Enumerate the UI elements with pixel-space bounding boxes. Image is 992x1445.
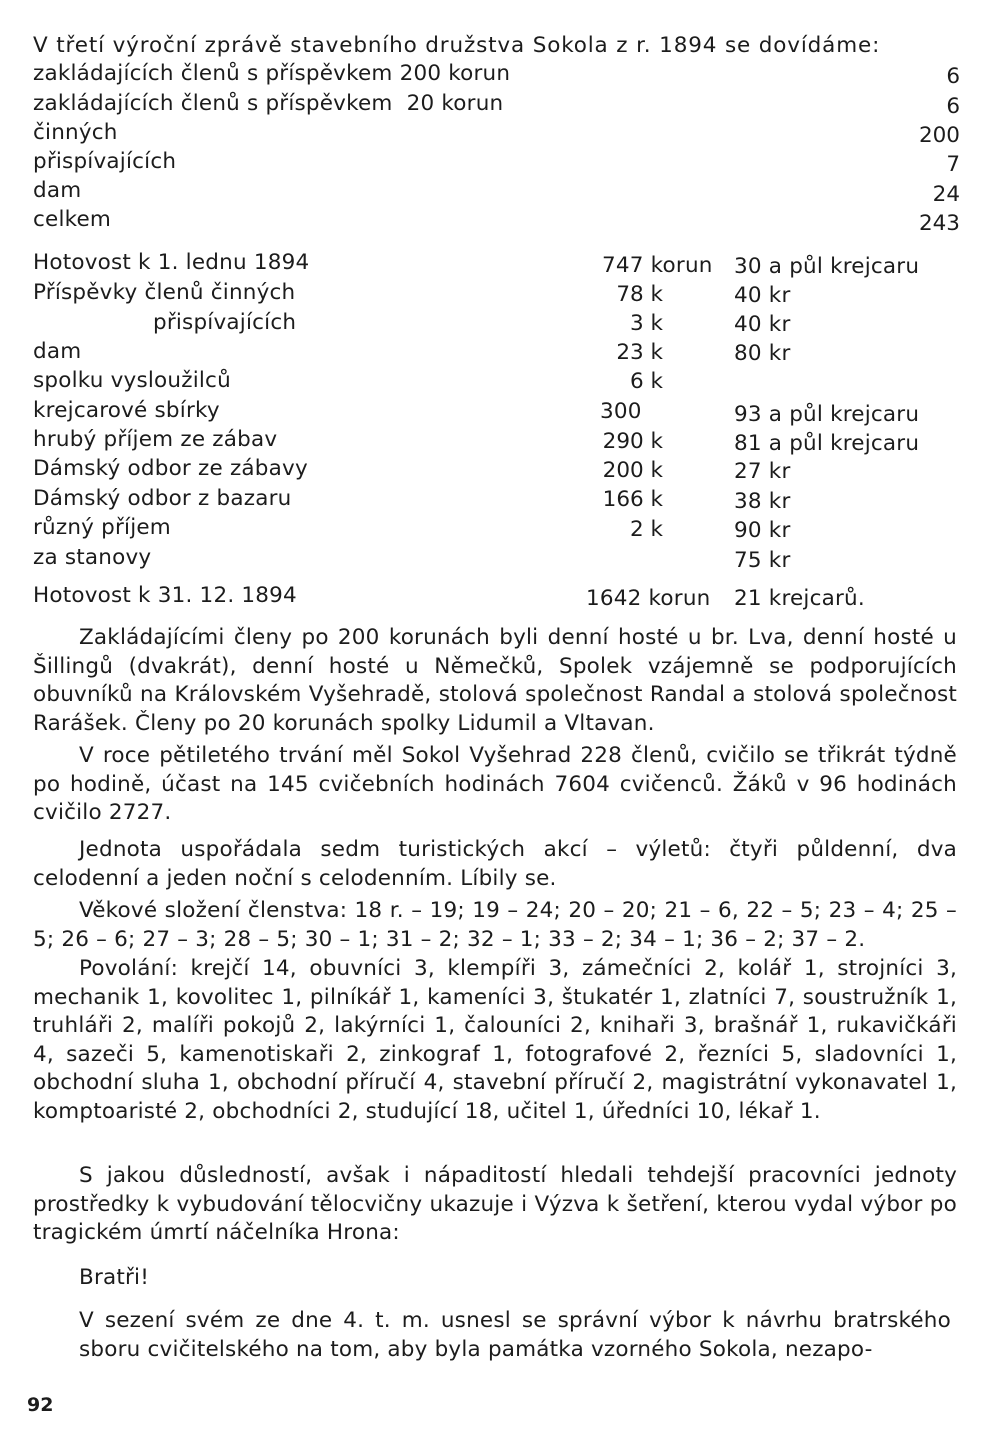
ledger-amount: 166 k <box>602 487 663 512</box>
members-row-label: dam <box>33 178 82 203</box>
members-row-label: zakládajících členů s příspěvkem 20 korun <box>33 91 504 116</box>
ledger-amount: 3 k <box>630 311 663 336</box>
ledger-label: Dámský odbor z bazaru <box>33 486 292 511</box>
ledger-kr: 21 krejcarů. <box>734 586 865 611</box>
body-paragraph: Věkové složení členstva: 18 r. – 19; 19 – 24; 20 – 20; 21 – 6, 22 – 5; 23 – 4; 25 – 5; 26 – 6; 27 – 3; 28 – 5; 30 – 1; 31 – 2; 32 – 1; 33 – 2; 34 – 1; 36 – 2; 37 – 2. <box>33 898 957 952</box>
ledger-label: Příspěvky členů činných <box>33 280 296 305</box>
page-number: 92 <box>27 1394 54 1416</box>
ledger-amount: 6 k <box>630 369 663 394</box>
body-paragraph: V roce pětiletého trvání měl Sokol Vyšehrad 228 členů, cvičilo se třikrát týdně po hodině, účast na 145 cvičebních hodinách 7604 cvičenců. Žáků v 96 hodinách cvičilo 2727. <box>33 743 957 826</box>
ledger-amount: 747 korun <box>602 253 713 278</box>
members-row-value: 24 <box>932 182 960 207</box>
ledger-label: Hotovost k 31. 12. 1894 <box>33 583 297 608</box>
ledger-kr: 80 kr <box>734 341 791 366</box>
ledger-amount: 78 k <box>616 282 663 307</box>
ledger-kr: 93 a půl krejcaru <box>734 402 920 427</box>
ledger-label: spolku vysloužilců <box>33 368 231 393</box>
ledger-kr: 81 a půl krejcaru <box>734 431 920 456</box>
body-paragraph: S jakou důsledností, avšak i nápaditostí hledali tehdejší pracovníci jednoty prostředky k vybudování tělocvičny ukazuje i Výzva k šetření, kterou vydal výbor po tragickém úmrtí náčelníka Hrona: <box>33 1163 957 1246</box>
salutation: Bratři! <box>79 1265 150 1290</box>
body-paragraph: Zakládajícími členy po 200 korunách byli denní hosté u br. Lva, denní hosté u Šillingů (dvakrát), denní hosté u Němečků, Spolek vzájemně se podporujících obuvníků na Královském Vyšehradě, stolová společnost Randal a stolová společnost Rarášek. Členy po 20 korunách spolky Lidumil a Vltavan. <box>33 625 957 736</box>
ledger-label: různý příjem <box>33 515 171 540</box>
ledger-kr: 38 kr <box>734 489 791 514</box>
ledger-kr: 90 kr <box>734 518 791 543</box>
members-row-label: zakládajících členů s příspěvkem 200 korun <box>33 61 511 86</box>
members-row-value: 6 <box>946 64 960 89</box>
ledger-kr: 75 kr <box>734 548 791 573</box>
body-paragraph: Jednota uspořádala sedm turistických akcí – výletů: čtyři půldenní, dva celodenní a jeden noční s celodenním. Líbily se. <box>33 837 957 891</box>
members-row-value: 243 <box>918 211 960 236</box>
members-row-value: 6 <box>946 94 960 119</box>
ledger-kr: 27 kr <box>734 459 791 484</box>
ledger-label: hrubý příjem ze zábav <box>33 427 278 452</box>
ledger-amount: 23 k <box>616 340 663 365</box>
ledger-amount: 2 k <box>630 517 663 542</box>
letter-paragraph: V sezení svém ze dne 4. t. m. usnesl se správní výbor k návrhu bratrského sboru cvičitelského na tom, aby byla památka vzorného Sokola, nezapo- <box>79 1308 951 1362</box>
members-row-value: 200 <box>918 123 960 148</box>
ledger-kr: 30 a půl krejcaru <box>734 254 920 279</box>
ledger-kr: 40 kr <box>734 312 791 337</box>
ledger-label: Hotovost k 1. lednu 1894 <box>33 250 310 275</box>
members-row-label: celkem <box>33 207 112 232</box>
ledger-label: přispívajících <box>153 310 297 335</box>
ledger-label: krejcarové sbírky <box>33 398 220 423</box>
intro-line: V třetí výroční zprávě stavebního družstva Sokola z r. 1894 se dovídáme: <box>33 33 881 58</box>
ledger-label: za stanovy <box>33 545 152 570</box>
body-paragraph: Povolání: krejčí 14, obuvníci 3, klempíři 3, zámečníci 2, kolář 1, strojníci 3, mechanik 1, kovolitec 1, pilníkář 1, kameníci 3, štukatér 1, zlatníci 7, soustružník 1, truhláři 2, malíři pokojů 2, lakýrníci 1, čalouníci 2, knihaři 3, brašnář 1, rukavičkáři 4, sazeči 5, kamenotiskaři 2, zinkograf 1, fotografové 2, řezníci 5, sladovníci 1, obchodní sluha 1, obchodní příručí 4, stavební příručí 2, magistrátní vykonavatel 1, komptoaristé 2, obchodníci 2, studující 18, učitel 1, úředníci 10, lékař 1. <box>33 956 957 1124</box>
ledger-amount: 300 <box>600 399 642 424</box>
ledger-amount: 200 k <box>602 458 663 483</box>
members-row-label: přispívajících <box>33 149 177 174</box>
ledger-amount: 1642 korun <box>586 586 711 611</box>
ledger-amount: 290 k <box>602 429 663 454</box>
ledger-label: Dámský odbor ze zábavy <box>33 456 308 481</box>
ledger-kr: 40 kr <box>734 283 791 308</box>
members-row-label: činných <box>33 120 118 145</box>
ledger-label: dam <box>33 339 82 364</box>
members-row-value: 7 <box>946 152 960 177</box>
